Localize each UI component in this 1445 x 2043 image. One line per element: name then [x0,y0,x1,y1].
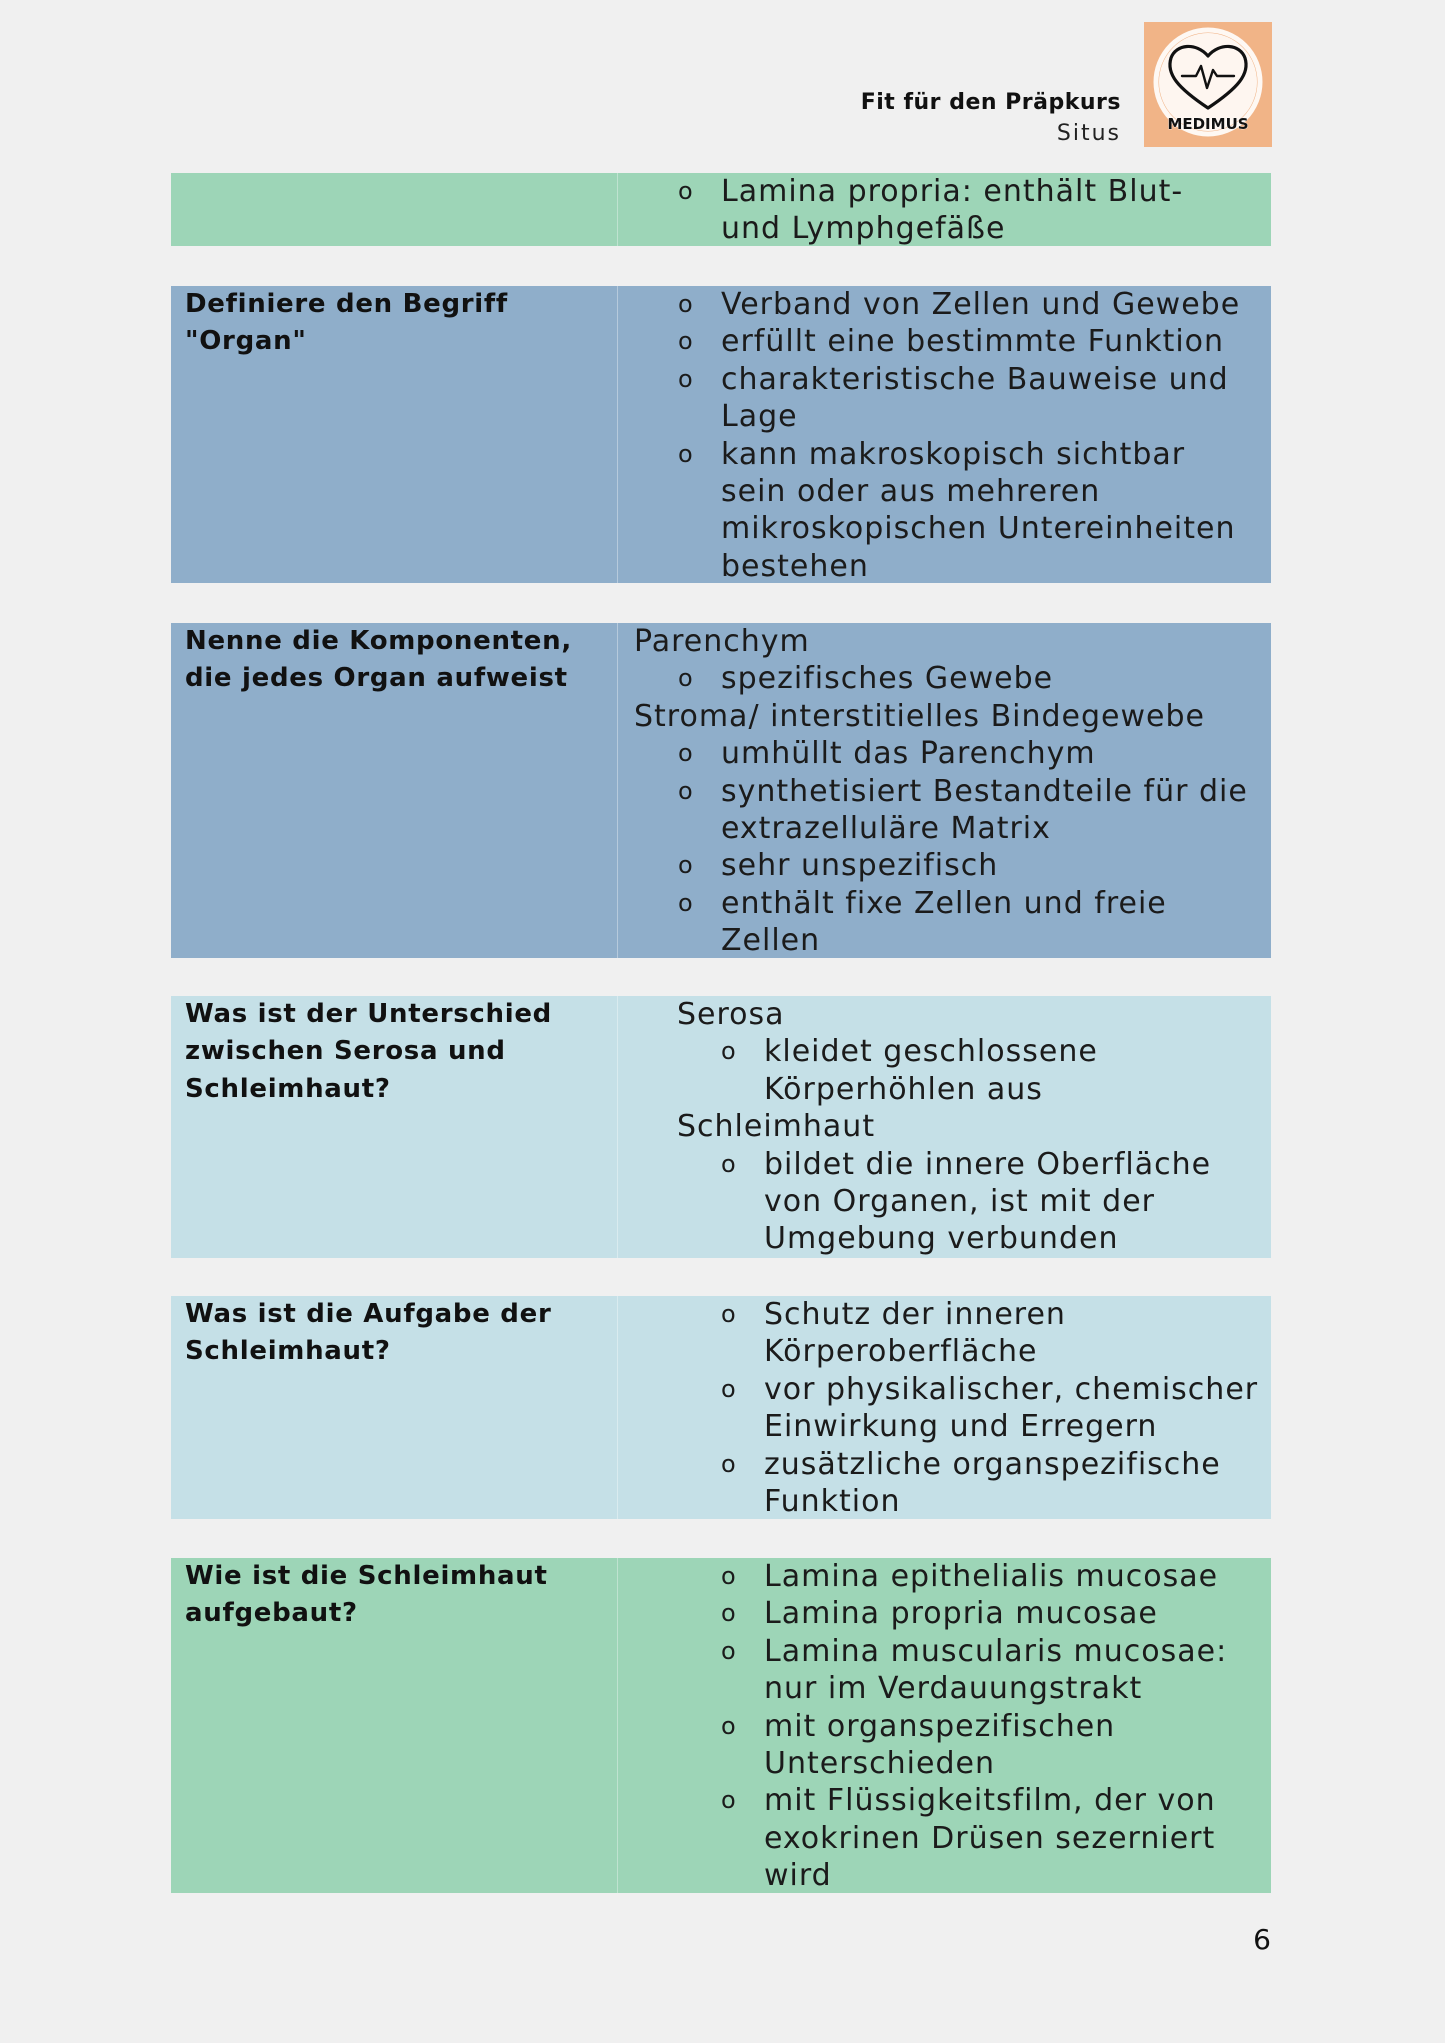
bullet-marker: o [678,177,693,205]
document-subtitle: Situs [1056,121,1121,146]
list-item [677,1558,1271,1595]
question-cell: Definiere den Begriff "Organ" [171,286,618,583]
question-cell: Was ist die Aufgabe der Schleimhaut? [171,1296,618,1519]
list-item [634,436,1271,586]
group-heading: Stroma/ interstitielles Bindegewebe [634,698,1205,734]
document-title: Fit für den Präpkurs [860,90,1121,115]
list-item-text: umhüllt das Parenchym [721,736,1096,772]
medimus-logo [1144,22,1272,147]
list-item-text: Lamina propria: enthält Blut- und Lymphgefäße [721,174,1184,247]
list-item-text: kann makroskopisch sichtbar sein oder aus mehreren mikroskopischen Untereinheiten bestehen [721,436,1236,584]
question-cell: Nenne die Komponenten, die jedes Organ aufweist [171,623,618,958]
list-item-text: kleidet geschlossene Körperhöhlen aus [764,1034,1098,1107]
list-item [677,1708,1271,1783]
list-item [634,323,1271,360]
bullet-marker: o [721,1636,736,1665]
list-item [634,660,1271,697]
table-row [171,173,1271,246]
list-item [677,1146,1271,1258]
bullet-marker: o [678,888,693,917]
bullet-marker: o [678,290,693,318]
list-item-text: mit organspezifischen Unterschieden [764,1708,1116,1782]
list-item-text: enthält fixe Zellen und freie Zellen [721,885,1167,959]
list-item [677,1446,1271,1521]
list-item-text: spezifisches Gewebe [721,661,1054,697]
list-item-text: mit Flüssigkeitsfilm, der von exokrinen Drüsen sezerniert wird [764,1783,1216,1894]
list-item-text: bildet die innere Oberfläche von Organen, ist mit der Umgebung verbunden [764,1146,1212,1257]
list-item-text: Lamina epithelialis mucosae [764,1559,1219,1594]
bullet-marker: o [678,364,693,393]
answer-cell [618,623,1271,958]
list-item [677,1782,1271,1894]
group-heading: Parenchym [634,624,810,659]
answer-cell [618,1296,1271,1519]
list-item [634,286,1271,323]
bullet-marker: o [678,439,693,468]
table-row [171,996,1271,1258]
bullet-marker: o [721,1149,736,1178]
list-item-text: Lamina muscularis mucosae: nur im Verdauungstrakt [764,1633,1228,1707]
bullet-marker: o [721,1562,736,1590]
table-row [171,286,1271,583]
list-item [634,735,1271,772]
answer-cell [618,173,1271,246]
bullet-marker: o [678,664,693,693]
list-item [634,173,1271,248]
list-item-text: Lamina propria mucosae [764,1596,1158,1632]
bullet-marker: o [678,851,693,880]
bullet-marker: o [721,1374,736,1403]
list-item [634,361,1271,436]
list-item [677,1633,1271,1708]
list-item-text: sehr unspezifisch [721,848,999,884]
table-row [171,623,1271,958]
question-cell [171,173,618,246]
question-cell: Was ist der Unterschied zwischen Serosa und Schleimhaut? [171,996,618,1258]
bullet-marker: o [678,327,693,356]
table-row [171,1558,1271,1893]
page-number: 6 [1253,1923,1271,1956]
bullet-marker: o [721,1711,736,1740]
list-item-text: Schutz der inneren Körperoberfläche [764,1297,1066,1370]
bullet-marker: o [678,739,693,768]
bullet-marker: o [721,1037,736,1066]
list-item-text: zusätzliche organspezifische Funktion [764,1446,1221,1520]
group-heading: Schleimhaut [677,1109,876,1145]
group-heading: Serosa [677,997,785,1032]
bullet-marker: o [678,776,693,805]
list-item [677,1296,1271,1371]
list-item-text: erfüllt eine bestimmte Funktion [721,324,1225,360]
answer-cell [618,1558,1271,1893]
answer-cell [618,286,1271,583]
list-item-text: Verband von Zellen und Gewebe [721,287,1241,322]
table-row [171,1296,1271,1519]
list-item [677,1033,1271,1108]
question-cell: Wie ist die Schleimhaut aufgebaut? [171,1558,618,1893]
list-item [677,1371,1271,1446]
bullet-marker: o [721,1786,736,1815]
logo-text: MEDIMUS [1167,115,1249,133]
bullet-marker: o [721,1449,736,1478]
list-item [634,773,1271,848]
list-item [634,847,1271,884]
answer-cell [618,996,1271,1258]
list-item-text: vor physikalischer, chemischer Einwirkung und Erregern [764,1371,1259,1445]
list-item [677,1595,1271,1632]
list-item-text: charakteristische Bauweise und Lage [721,361,1229,435]
bullet-marker: o [721,1599,736,1628]
list-item-text: synthetisiert Bestandteile für die extrazelluläre Matrix [721,773,1248,847]
list-item [634,885,1271,960]
bullet-marker: o [721,1300,736,1328]
